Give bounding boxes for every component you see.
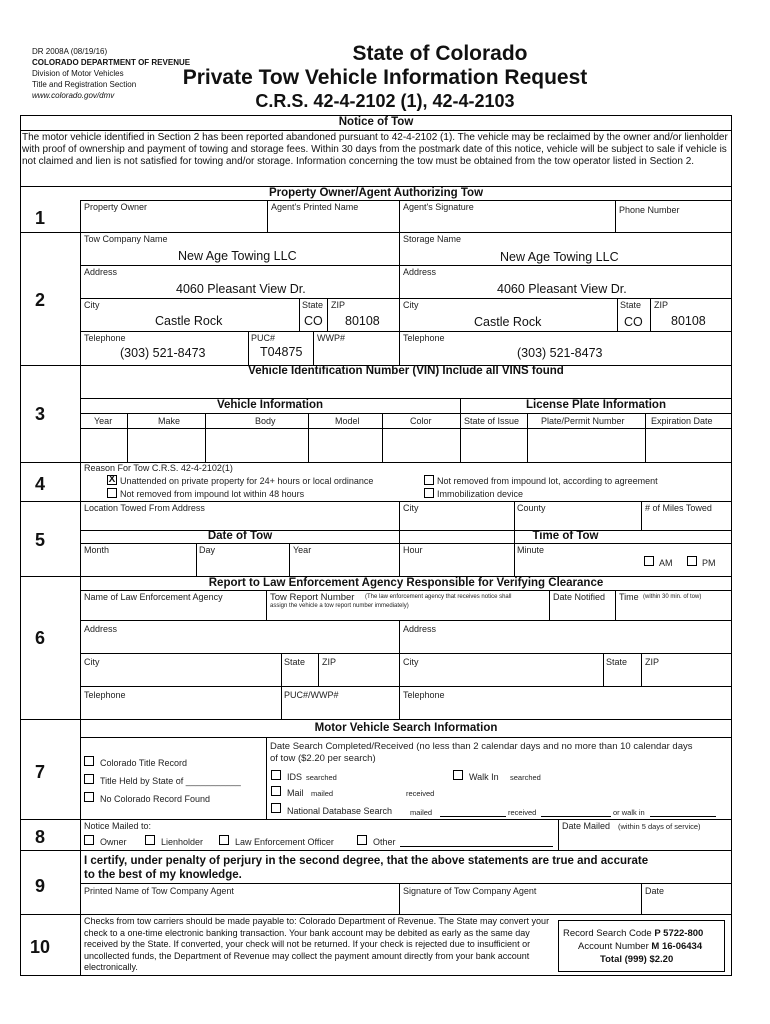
puc-label: PUC# [251, 333, 276, 343]
nds-mailed-label: mailed [410, 808, 433, 817]
account-number-label: Account Number [578, 941, 649, 952]
checkbox-immobilization[interactable] [424, 488, 434, 498]
certify-line2: to the best of my knowledge. [84, 869, 242, 881]
law-enforcement-label: Law Enforcement Officer [235, 837, 334, 847]
agency-puc-wwp-field[interactable]: PUC#/WWP# [284, 690, 339, 700]
section-number-2: 2 [34, 290, 45, 310]
plate-info-heading: License Plate Information [526, 399, 666, 411]
checkbox-am[interactable] [644, 556, 654, 566]
form-title-state: State of Colorado [352, 42, 528, 65]
checkbox-walk-in[interactable] [453, 770, 463, 780]
form-id: DR 2008A (08/19/16) [32, 47, 108, 56]
payment-notice-text: Checks from tow carriers should be made payable to: Colorado Department of Revenue. The State may convert your check to a one-time electronic banking transaction. Your bank account may be debited as early as the same day received by the State. If converted, your check will not be returned. If your check is rejected due to insufficient or uncollected funds, the Department of Revenue may collect the payment amount directly from your bank account electronically. [84, 916, 550, 972]
storage-address[interactable]: 4060 Pleasant View Dr. [497, 282, 627, 296]
tow-address[interactable]: 4060 Pleasant View Dr. [176, 282, 306, 296]
title-held-label: Title Held by State of ___________ [100, 776, 241, 786]
checkbox-owner[interactable] [84, 835, 94, 845]
department-name: COLORADO DEPARTMENT OF REVENUE [32, 58, 191, 67]
vehicle-info-heading: Vehicle Information [216, 399, 324, 411]
section-number-4: 4 [34, 474, 45, 494]
law-enforcement-heading: Report to Law Enforcement Agency Responsible for Verifying Clearance [208, 577, 604, 589]
date-mailed-note: (within 5 days of service) [618, 822, 701, 831]
storage-address-label: Address [403, 267, 437, 277]
nds-label: National Database Search [287, 806, 393, 816]
section-number-5: 5 [34, 530, 45, 550]
form-title: Private Tow Vehicle Information Request [182, 66, 588, 89]
storage-phone[interactable]: (303) 521-8473 [517, 346, 603, 360]
plate-number-field[interactable]: Plate/Permit Number [541, 416, 625, 426]
division-name: Division of Motor Vehicles [32, 69, 124, 78]
tow-state-label: State [302, 300, 324, 310]
notice-mailed-label: Notice Mailed to: [84, 821, 152, 831]
checkbox-ids[interactable] [271, 770, 281, 780]
agency-city-field[interactable]: City [84, 657, 100, 667]
record-search-code: P 5722-800 [654, 928, 704, 939]
agency-phone-2-field[interactable]: Telephone [403, 690, 445, 700]
tow-year-field[interactable]: Year [293, 545, 312, 555]
vin-heading: Vehicle Identification Number (VIN) Include all VINS found [248, 365, 564, 377]
date-of-tow-heading: Date of Tow [207, 530, 273, 542]
reason-label: Reason For Tow C.R.S. 42-4-2102(1) [84, 463, 233, 473]
storage-city-label: City [403, 300, 419, 310]
section1-heading: Property Owner/Agent Authorizing Tow [268, 187, 484, 199]
agent-printed-name-field[interactable]: Agent's Printed Name [271, 202, 359, 212]
mail-mailed-label: mailed [311, 789, 334, 798]
expiration-date-field[interactable]: Expiration Date [651, 416, 713, 426]
colorado-title-label: Colorado Title Record [100, 758, 188, 768]
tow-phone[interactable]: (303) 521-8473 [120, 346, 206, 360]
tow-report-note: (The law enforcement agency that receives notice shall [365, 594, 512, 600]
checkbox-unattended[interactable]: X [108, 474, 116, 485]
checkbox-other[interactable] [357, 835, 367, 845]
section-number-1: 1 [34, 208, 45, 228]
mail-received-label: received [406, 789, 435, 798]
tow-city[interactable]: Castle Rock [155, 314, 223, 328]
date-search-label2: of tow ($2.20 per search) [270, 753, 376, 764]
other-label: Other [373, 837, 396, 847]
agency-address-2-field[interactable]: Address [403, 624, 437, 634]
date-search-label: Date Search Completed/Received (no less than 2 calendar days and no more than 10 calendar days [270, 741, 693, 752]
tow-state[interactable]: CO [304, 314, 323, 328]
phone-number-field[interactable]: Phone Number [619, 205, 680, 215]
tow-city-label: City [84, 300, 100, 310]
nds-received-label: received [508, 808, 537, 817]
walk-in-searched-label: searched [510, 773, 541, 782]
account-number: M 16-06434 [651, 941, 703, 952]
website-link[interactable]: www.colorado.gov/dmv [32, 91, 115, 100]
tow-company-label: Tow Company Name [84, 234, 168, 244]
tow-zip-label: ZIP [331, 300, 346, 310]
notice-text: The motor vehicle identified in Section 2 has been reported abandoned pursuant to 42-4-2102 (1). The vehicle may be reclaimed by the owner and/or lienholder with proof of ownership and payment of towing and storage fees. Within 30 days from the postmark date of this notice, vehicle will be subject to sale if vehicle is not claimed and lien is not satisfied for towing and/or storage. Information concerning the tow must be obtained from the tow operator listed in Section 2. [22, 132, 728, 167]
lienholder-label: Lienholder [161, 837, 204, 847]
checkbox-no-record[interactable] [84, 792, 94, 802]
tow-company-name[interactable]: New Age Towing LLC [178, 249, 297, 263]
reason-immobilization: Immobilization device [437, 489, 524, 499]
tow-zip[interactable]: 80108 [345, 314, 380, 328]
reason-agreement: Not removed from impound lot, according to agreement [437, 476, 658, 486]
agent-signature-field-9[interactable]: Signature of Tow Company Agent [403, 886, 537, 896]
day-field[interactable]: Day [199, 545, 216, 555]
checkbox-law-enforcement[interactable] [219, 835, 229, 845]
year-field[interactable]: Year [94, 416, 113, 426]
checkbox-lienholder[interactable] [145, 835, 155, 845]
storage-state[interactable]: CO [624, 315, 643, 329]
ids-searched-label: searched [306, 773, 337, 782]
agency-address-field[interactable]: Address [84, 624, 118, 634]
agent-signature-field[interactable]: Agent's Signature [403, 202, 474, 212]
section-number-8: 8 [34, 827, 45, 847]
time-note: (within 30 min. of tow) [643, 594, 702, 600]
checkbox-mail[interactable] [271, 786, 281, 796]
color-field[interactable]: Color [410, 416, 432, 426]
checkbox-not-removed-48[interactable] [107, 488, 117, 498]
agency-phone-field[interactable]: Telephone [84, 690, 126, 700]
section-number-6: 6 [34, 628, 45, 648]
county-field[interactable]: County [517, 503, 546, 513]
tow-report-note2: assign the vehicle a tow report number immediately) [270, 603, 409, 609]
checkbox-pm[interactable] [687, 556, 697, 566]
puc-number[interactable]: T04875 [260, 345, 303, 359]
time-of-tow-heading: Time of Tow [532, 530, 599, 542]
agency-state-field[interactable]: State [284, 657, 306, 667]
section-number-9: 9 [34, 876, 45, 896]
notice-heading: Notice of Tow [338, 116, 414, 128]
model-field[interactable]: Model [335, 416, 360, 426]
date-field-9[interactable]: Date [645, 886, 665, 896]
checkbox-colorado-title[interactable] [84, 756, 94, 766]
owner-label: Owner [100, 837, 127, 847]
no-record-label: No Colorado Record Found [100, 794, 211, 804]
agency-city-2-field[interactable]: City [403, 657, 419, 667]
mail-label: Mail [287, 788, 304, 798]
checkbox-title-held[interactable] [84, 774, 94, 784]
storage-name[interactable]: New Age Towing LLC [500, 250, 619, 264]
reason-not-removed-48: Not removed from impound lot within 48 hours [120, 489, 305, 499]
minute-field[interactable]: Minute [517, 545, 545, 555]
storage-name-label: Storage Name [403, 234, 462, 244]
date-notified-field[interactable]: Date Notified [553, 592, 606, 602]
section-number-7: 7 [34, 762, 45, 782]
agency-name-field[interactable]: Name of Law Enforcement Agency [84, 592, 223, 602]
storage-city[interactable]: Castle Rock [474, 315, 542, 329]
tow-phone-label: Telephone [84, 333, 126, 343]
property-owner-field[interactable]: Property Owner [84, 202, 148, 212]
section-number-10: 10 [29, 937, 51, 957]
nds-walk-in-label: or walk in [613, 808, 645, 817]
agency-zip-2-field[interactable]: ZIP [645, 657, 660, 667]
storage-state-label: State [620, 300, 642, 310]
tow-report-number-field[interactable]: Tow Report Number [270, 592, 355, 603]
hour-field[interactable]: Hour [403, 545, 423, 555]
body-field[interactable]: Body [255, 416, 276, 426]
wwp-label: WWP# [317, 333, 345, 343]
month-field[interactable]: Month [84, 545, 110, 555]
location-field[interactable]: Location Towed From Address [84, 503, 205, 513]
reason-unattended: Unattended on private property for 24+ hours or local ordinance [120, 476, 374, 486]
storage-phone-label: Telephone [403, 333, 445, 343]
time-notified-field[interactable]: Time [619, 592, 639, 602]
total-label: Total (999) [600, 954, 647, 965]
checkbox-agreement[interactable] [424, 475, 434, 485]
storage-zip-label: ZIP [654, 300, 669, 310]
make-field[interactable]: Make [158, 416, 181, 426]
total-amount: $2.20 [649, 954, 674, 965]
miles-towed-field[interactable]: # of Miles Towed [645, 503, 712, 513]
agency-zip-field[interactable]: ZIP [322, 657, 337, 667]
pm-label: PM [702, 558, 716, 568]
storage-zip[interactable]: 80108 [671, 314, 706, 328]
printed-name-field[interactable]: Printed Name of Tow Company Agent [84, 886, 234, 896]
certify-line1: I certify, under penalty of perjury in the second degree, that the above statements are true and accurate [84, 855, 649, 867]
record-search-code-label: Record Search Code [563, 928, 652, 939]
ids-label: IDS [287, 772, 303, 782]
section-number-3: 3 [34, 404, 45, 424]
mv-search-heading: Motor Vehicle Search Information [314, 722, 498, 734]
walk-in-label: Walk In [469, 772, 499, 782]
date-mailed-field[interactable]: Date Mailed [562, 821, 611, 831]
section-name: Title and Registration Section [32, 80, 137, 89]
checkbox-nds[interactable] [271, 803, 281, 813]
tow-address-label: Address [84, 267, 118, 277]
am-label: AM [659, 558, 673, 568]
agency-state-2-field[interactable]: State [606, 657, 628, 667]
state-of-issue-field[interactable]: State of Issue [464, 416, 520, 426]
form-statute: C.R.S. 42-4-2102 (1), 42-4-2103 [255, 91, 515, 111]
location-city-field[interactable]: City [403, 503, 419, 513]
